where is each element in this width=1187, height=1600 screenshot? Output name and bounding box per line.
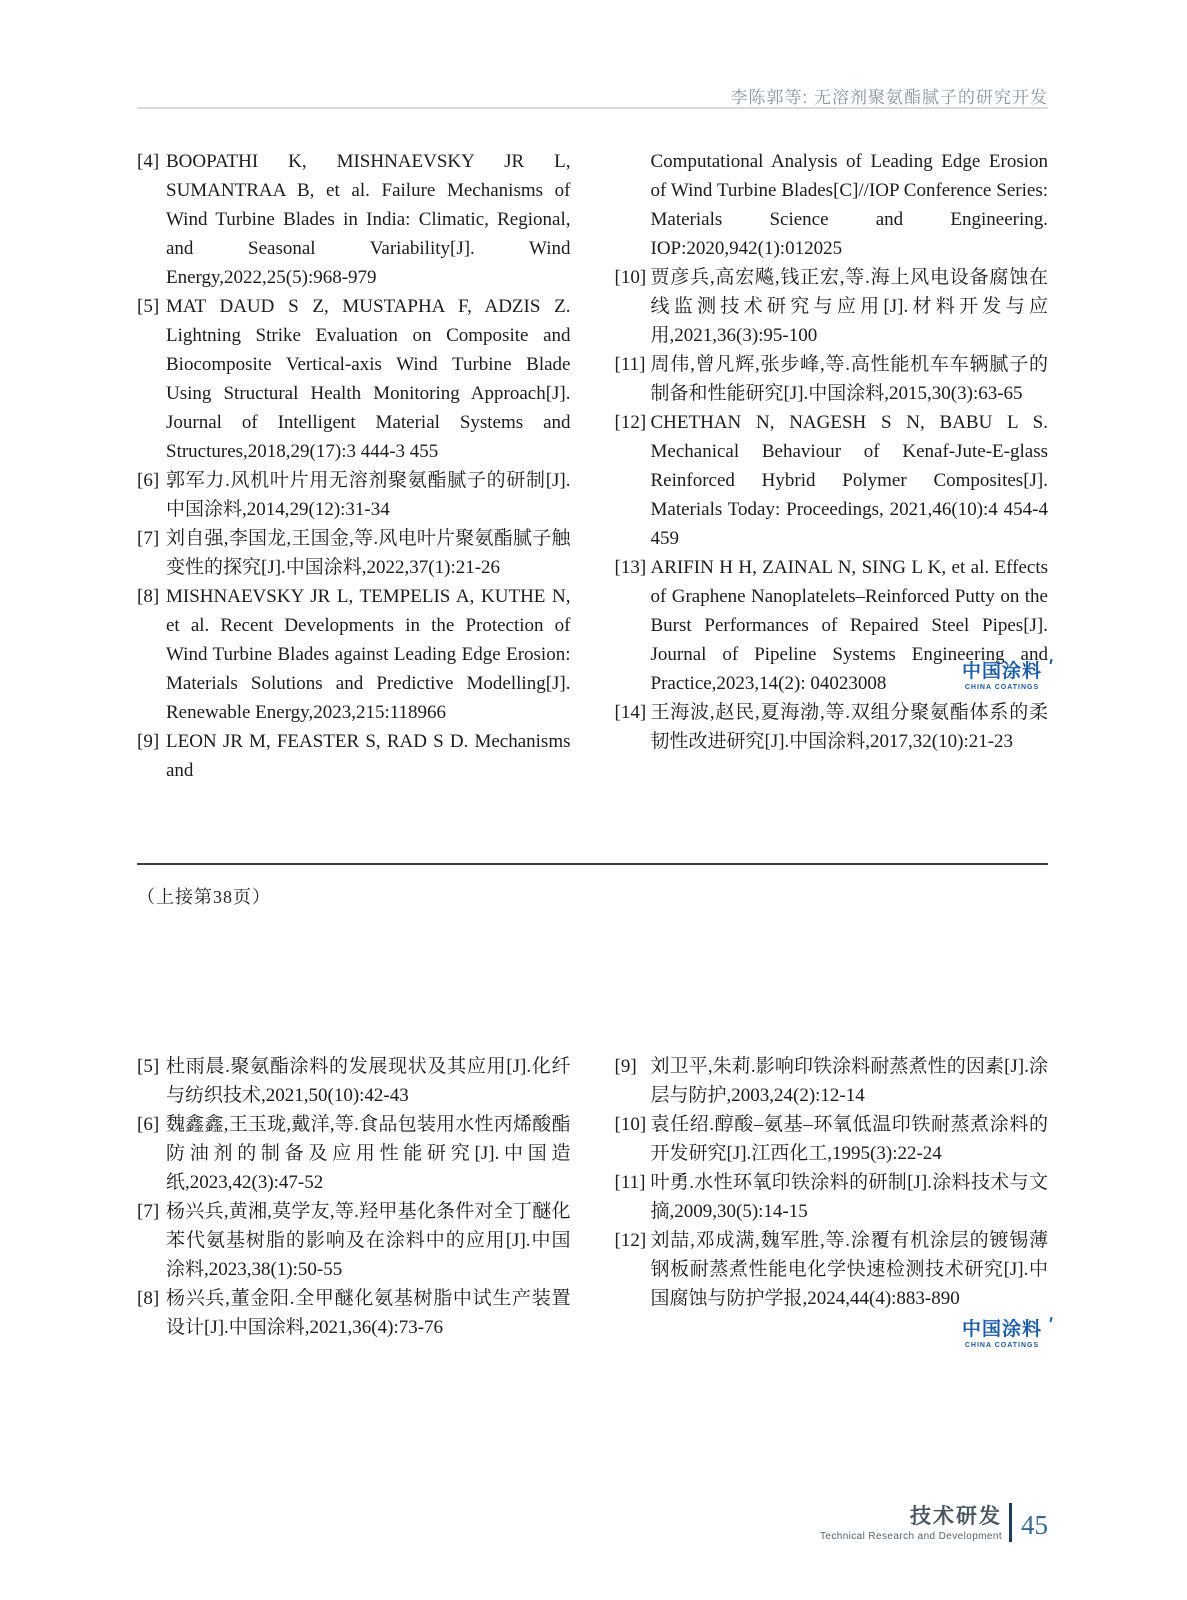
reference-number: [11] [614,354,646,375]
footer-title-en: Technical Research and Development [819,1531,1002,1543]
reference-text: BOOPATHI K, MISHNAEVSKY JR L, SUMANTRAA B, et al. Failure Mechanisms of Wind Turbine Blades in India: Climatic, Regional, and Seasonal Variability[J]. Wind Energy,2022,25(5):968-979 [166,151,571,288]
reference-text: 周伟,曾凡辉,张步峰,等.高性能机车车辆腻子的制备和性能研究[J].中国涂料,2015,30(3):63-65 [650,354,1048,404]
reference-entry [615,1226,1049,1313]
reference-entry [137,727,571,785]
reference-entry [137,147,571,292]
reference-text: LEON JR M, FEASTER S, RAD S D. Mechanisms and [166,731,571,781]
reference-entry [615,350,1049,408]
reference-text: MISHNAEVSKY JR L, TEMPELIS A, KUTHE N, et al. Recent Developments in the Protection of Wind Turbine Blades against Leading Edge Erosion: Materials Solutions and Predictive Modelling[J]. Renewable Energy,2023,215:118966 [166,586,571,723]
footer-divider-bar [1009,1503,1012,1542]
references-bottom-right-column [615,1052,1049,1342]
reference-number: [7] [137,528,160,549]
footer-section-titles [820,1503,1009,1542]
reference-number: [12] [614,1230,647,1251]
references-bottom-left-column [137,1052,571,1342]
reference-entry [137,1110,571,1197]
reference-number: [10] [614,267,647,288]
reference-entry [137,1052,571,1110]
reference-number: [5] [137,296,160,317]
reference-entry [615,263,1049,350]
reference-number: [11] [614,1172,646,1193]
reference-text: 刘卫平,朱莉.影响印铁涂料耐蒸煮性的因素[J].涂层与防护,2003,24(2):12-14 [650,1056,1048,1106]
reference-entry [615,1168,1049,1226]
running-head: 李陈郭等: 无溶剂聚氨酯腻子的研究开发 [730,88,1048,107]
reference-text: 杨兴兵,董金阳.全甲醚化氨基树脂中试生产装置设计[J].中国涂料,2021,36(4):73-76 [166,1288,571,1338]
reference-number: [10] [614,1114,647,1135]
reference-text: 魏鑫鑫,王玉珑,戴洋,等.食品包装用水性丙烯酸酯防油剂的制备及应用性能研究[J].中国造纸,2023,42(3):47-52 [166,1114,571,1193]
reference-number: [6] [137,1114,160,1135]
reference-number: [13] [614,557,647,578]
references-top-left-column [137,147,571,785]
reference-text: 杨兴兵,黄湘,莫学友,等.羟甲基化条件对全丁醚化苯代氨基树脂的影响及在涂料中的应用[J].中国涂料,2023,38(1):50-55 [166,1201,571,1280]
logo-en-text: CHINA COATINGS [964,684,1040,691]
reference-text: 贾彦兵,高宏飚,钱正宏,等.海上风电设备腐蚀在线监测技术研究与应用[J].材料开发与应用,2021,36(3):95-100 [650,267,1048,346]
reference-entry [137,1284,571,1342]
page-footer [137,1503,1048,1542]
reference-number: [7] [137,1201,160,1222]
references-section-top [137,147,1048,785]
reference-text: 叶勇.水性环氧印铁涂料的研制[J].涂料技术与文摘,2009,30(5):14-15 [650,1172,1048,1222]
reference-entry [615,1110,1049,1168]
logo-cn-text: 中国涂料 [961,661,1042,682]
reference-text: CHETHAN N, NAGESH S N, BABU L S. Mechanical Behaviour of Kenaf-Jute-E-glass Reinforced Hybrid Polymer Composites[J]. Materials Today: Proceedings, 2021,46(10):4 454-4 459 [650,412,1048,549]
reference-text: 郭军力.风机叶片用无溶剂聚氨酯腻子的研制[J].中国涂料,2014,29(12):31-34 [166,470,571,520]
reference-text: 刘喆,邓成满,魏军胜,等.涂覆有机涂层的镀锡薄钢板耐蒸煮性能电化学快速检测技术研究[J].中国腐蚀与防护学报,2024,44(4):883-890 [650,1230,1048,1309]
logo-cn-text: 中国涂料 [961,1319,1042,1340]
reference-text: 王海波,赵民,夏海渤,等.双组分聚氨酯体系的柔韧性改进研究[J].中国涂料,2017,32(10):21-23 [650,702,1048,752]
reference-number: [4] [137,151,160,172]
reference-entry [615,408,1049,553]
page-number: 45 [1021,1510,1048,1541]
section-divider-rule [137,863,1048,865]
reference-text: 刘自强,李国龙,王国金,等.风电叶片聚氨酯腻子触变性的探究[J].中国涂料,2022,37(1):21-26 [166,528,571,578]
references-section-bottom [137,1052,1048,1342]
continued-from-note: （上接第38页） [137,887,271,907]
reference-number: [14] [614,702,647,723]
reference-entry [137,582,571,727]
reference-number: [8] [137,586,160,607]
reference-entry [137,292,571,466]
header-rule [137,107,1048,109]
reference-text: 杜雨晨.聚氨酯涂料的发展现状及其应用[J].化纤与纺织技术,2021,50(10):42-43 [166,1056,571,1106]
logo-tick-mark [1050,659,1053,664]
reference-number: [9] [614,1056,637,1077]
reference-text: 袁任绍.醇酸–氨基–环氧低温印铁耐蒸煮涂料的开发研究[J].江西化工,1995(3):22-24 [650,1114,1048,1164]
reference-entry [137,466,571,524]
logo-tick-mark [1050,1317,1053,1322]
reference-entry [615,147,1049,263]
reference-entry [615,698,1049,756]
reference-number: [9] [137,731,160,752]
reference-entry [137,524,571,582]
reference-entry [137,1197,571,1284]
reference-entry [615,1052,1049,1110]
china-coatings-logo [957,662,1047,691]
logo-en-text: CHINA COATINGS [964,1342,1040,1349]
reference-number: [12] [614,412,647,433]
reference-text: MAT DAUD S Z, MUSTAPHA F, ADZIS Z. Lightning Strike Evaluation on Composite and Biocomposite Vertical-axis Wind Turbine Blade Using Structural Health Monitoring Approach[J]. Journal of Intelligent Material Systems and Structures,2018,29(17):3 444-3 455 [166,296,571,462]
footer-title-cn: 技术研发 [910,1505,1002,1528]
reference-text: Computational Analysis of Leading Edge Erosion of Wind Turbine Blades[C]//IOP Conference Series: Materials Science and Engineering. IOP:2020,942(1):012025 [650,151,1048,259]
china-coatings-logo [957,1320,1047,1349]
reference-number: [8] [137,1288,160,1309]
reference-number: [5] [137,1056,160,1077]
reference-text: ARIFIN H H, ZAINAL N, SING L K, et al. Effects of Graphene Nanoplatelets–Reinforced Putty on the Burst Performances of Repaired Steel Pipes[J]. Journal of Pipeline Systems Engineering and Practice,2023,14(2): 04023008 [650,557,1048,694]
reference-number: [6] [137,470,160,491]
